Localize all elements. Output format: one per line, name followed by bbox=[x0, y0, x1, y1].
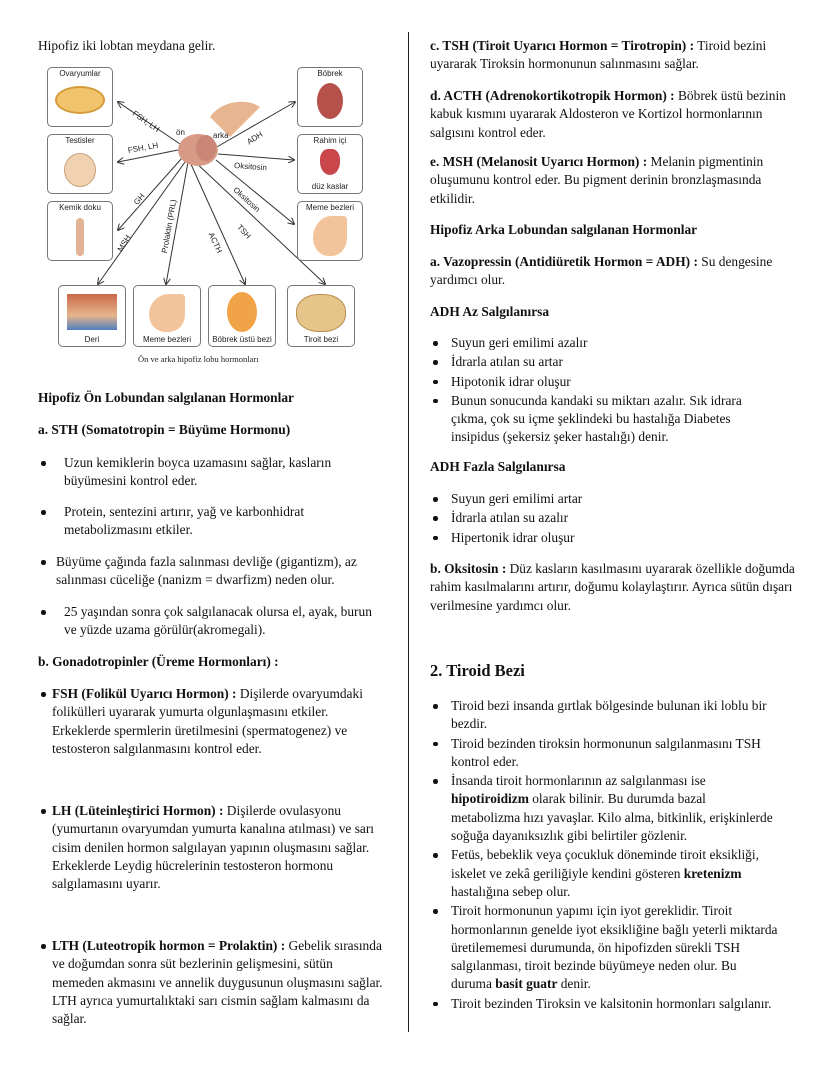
breast-image bbox=[313, 216, 347, 256]
thyroid-image bbox=[296, 294, 346, 332]
text: Tiroit hormonunun yapımı için iyot gereklidir. Tiroit hormonlarının genelde iyot eksikliğine bağlı yeterli miktarda üretilememesi durumunda, ön hipofizden sürekli TSH salgılanması, tiroit bezinde büyümeye neden olur. Bu duruma bbox=[451, 903, 778, 992]
lth-text: Gebelik sırasında ve doğumdan sonra süt bezlerinin gelişmesini, sütün memeden akmasını ve annelik duygusunun oluşmasını sağlar. LTH ayrıca yumurtalıktaki sarı cismin sağlam kalmasını da sağlar. bbox=[52, 938, 383, 1027]
oksitosin-title: b. Oksitosin : bbox=[430, 561, 507, 576]
list-item: Hipotonik idrar oluşur bbox=[430, 373, 775, 391]
box-meme-bezleri bbox=[297, 201, 363, 261]
box-label: Deri bbox=[84, 335, 100, 344]
box-label: Meme bezleri bbox=[305, 203, 354, 212]
tsh-paragraph bbox=[430, 37, 798, 74]
lth-item bbox=[38, 937, 383, 1028]
adh-az-heading: ADH Az Salgılanırsa bbox=[430, 304, 550, 319]
sth-list bbox=[38, 454, 368, 491]
box-sublabel: düz kaslar bbox=[311, 182, 349, 191]
adh-fazla-heading: ADH Fazla Salgılanırsa bbox=[430, 459, 566, 474]
arrow-label-adh: ADH bbox=[245, 129, 265, 147]
tiroid-heading: 2. Tiroid Bezi bbox=[430, 661, 525, 680]
uterus-image bbox=[320, 149, 340, 175]
box-rahim-ici bbox=[297, 134, 363, 194]
text: Fetüs, bebeklik veya çocukluk döneminde tiroit eksikliği, iskelet ve zekâ geriliğiyle kendini gösteren bbox=[451, 847, 759, 881]
sth-list bbox=[38, 503, 368, 540]
acth-title: d. ACTH (Adrenokortikotropik Hormon) : bbox=[430, 88, 675, 103]
list-item: Protein, sentezini artırır, yağ ve karbonhidrat metabolizmasını etkiler. bbox=[38, 503, 368, 540]
oksitosin-paragraph bbox=[430, 560, 798, 615]
lh-title: LH (Lüteinleştirici Hormon) : bbox=[52, 803, 224, 818]
tsh-text: Tiroid bezini uyararak Tiroksin hormonunun salınmasını sağlar. bbox=[430, 38, 767, 72]
list-item bbox=[430, 772, 778, 845]
box-bobrek-ustu-bezi bbox=[208, 285, 276, 347]
box-testisler bbox=[47, 134, 113, 194]
box-label: Kemik doku bbox=[59, 203, 101, 212]
term-kretenizm: kretenizm bbox=[683, 865, 742, 881]
gonadotropin-heading: b. Gonadotropinler (Üreme Hormonları) : bbox=[38, 654, 279, 669]
lth-title: LTH (Luteotropik hormon = Prolaktin) : bbox=[52, 938, 286, 953]
list-item: Tiroid bezinden tiroksin hormonunun salgılanmasını TSH kontrol eder. bbox=[430, 735, 778, 772]
fsh-title: FSH (Folikül Uyarıcı Hormon) : bbox=[52, 686, 237, 701]
acth-paragraph bbox=[430, 87, 798, 142]
lobe-label-on: ön bbox=[176, 128, 185, 137]
sth-list bbox=[38, 553, 378, 590]
box-meme-bezleri-bottom bbox=[133, 285, 201, 347]
list-item: İdrarla atılan su artar bbox=[430, 353, 775, 371]
list-item: 25 yaşından sonra çok salgılanacak olursa el, ayak, burun ve yüzde uzama görülür(akromegali). bbox=[38, 603, 378, 640]
acth-text: Böbrek üstü bezinin kabuk kısmını uyararak Aldosteron ve Kortizol hormonlarının salgısını kontrol eder. bbox=[430, 88, 786, 140]
arrow-label-tsh: TSH bbox=[235, 222, 253, 241]
term-basit-guatr: basit guatr bbox=[495, 976, 558, 992]
box-label: Meme bezleri bbox=[142, 335, 191, 344]
bone-image bbox=[76, 218, 84, 256]
intro-text: Hipofiz iki lobtan meydana gelir. bbox=[38, 38, 216, 53]
msh-paragraph bbox=[430, 153, 798, 208]
text: İnsanda tiroit hormonlarının az salgılanması ise bbox=[451, 773, 706, 789]
ovary-image bbox=[55, 86, 105, 114]
sth-list bbox=[38, 603, 378, 640]
list-item: Suyun geri emilimi artar bbox=[430, 490, 775, 508]
adh-fazla-list bbox=[430, 490, 775, 547]
pituitary-hormone-diagram bbox=[30, 62, 375, 372]
fsh-text: Dişilerde ovaryumdaki folikülleri uyararak yumurta olgunlaşmasını etkiler. Erkeklerde spermlerin üretilmesini (spermatogenez) ve testosteron salgılanmasını kontrol eder. bbox=[52, 686, 363, 756]
box-label: Ovaryumlar bbox=[59, 69, 101, 78]
list-item: Uzun kemiklerin boyca uzamasını sağlar, kasların büyümesini kontrol eder. bbox=[38, 454, 368, 491]
tiroid-list bbox=[430, 697, 778, 1013]
fsh-item bbox=[38, 685, 383, 758]
arrow-acth bbox=[190, 162, 245, 284]
list-item: Suyun geri emilimi azalır bbox=[430, 334, 775, 352]
oksitosin-text: Düz kasların kasılmasını uyararak özellikle doğumda rahim kasılmalarını artırır, doğumu kolaylaştırır. Ayrıca sütün dışarı verilmesine yardımcı olur. bbox=[430, 561, 795, 613]
text: denir. bbox=[557, 976, 591, 992]
adh-az-list bbox=[430, 334, 775, 447]
list-item bbox=[430, 846, 778, 901]
on-lob-heading: Hipofiz Ön Lobundan salgılanan Hormonlar bbox=[38, 390, 294, 405]
column-divider bbox=[408, 32, 409, 1032]
lh-item bbox=[38, 802, 383, 893]
sth-heading: a. STH (Somatotropin = Büyüme Hormonu) bbox=[38, 422, 291, 437]
box-deri bbox=[58, 285, 126, 347]
breast-image bbox=[149, 294, 185, 332]
list-item: Tiroit bezinden Tiroksin ve kalsitonin hormonları salgılanır. bbox=[430, 995, 778, 1013]
vazopressin-paragraph bbox=[430, 253, 798, 290]
list-item: İdrarla atılan su azalır bbox=[430, 509, 775, 527]
list-item: Hipertonik idrar oluşur bbox=[430, 529, 775, 547]
box-label: Testisler bbox=[65, 136, 95, 145]
kidney-image bbox=[317, 83, 343, 119]
arrow-label-acth: ACTH bbox=[206, 230, 224, 255]
adrenal-image bbox=[227, 292, 257, 332]
lobe-label-arka: arka bbox=[213, 131, 229, 140]
arrow-label-oksitosin: Oksitosin bbox=[233, 161, 268, 173]
list-item: Tiroid bezi insanda gırtlak bölgesinde bulunan iki loblu bir bezdir. bbox=[430, 697, 778, 734]
list-item: Büyüme çağında fazla salınması devliğe (gigantizm), az salınması cüceliğe (nanizm = dwarfizm) neden olur. bbox=[38, 553, 378, 590]
arrow-label-fsh-lh: FSH, LH bbox=[130, 108, 162, 134]
arka-lob-heading: Hipofiz Arka Lobundan salgılanan Hormonlar bbox=[430, 222, 698, 237]
msh-title: e. MSH (Melanosit Uyarıcı Hormon) : bbox=[430, 154, 648, 169]
box-label: Böbrek üstü bezi bbox=[212, 335, 272, 344]
msh-text: Melanin pigmentinin oluşumunu kontrol eder. Bu pigment derinin bronzlaşmasında etkilidir. bbox=[430, 154, 764, 206]
arrow-label-prolaktin: Prolaktin (PRL) bbox=[159, 198, 179, 254]
vazopressin-text: Su dengesine yardımcı olur. bbox=[430, 254, 773, 288]
box-label: Rahim içi bbox=[313, 136, 347, 145]
box-label: Böbrek bbox=[317, 69, 343, 78]
lh-text: Dişilerde ovulasyonu (yumurtanın ovaryumdan yumurta kanalına atılması) ve sarı cisim denilen hormon salgılayan yapının oluşmasını sağlar. Erkeklerde Leydig hücrelerinin testosteron hormonu salgılamasını uyarır. bbox=[52, 803, 375, 892]
text: hastalığına sebep olur. bbox=[451, 883, 571, 899]
box-bobrek bbox=[297, 67, 363, 127]
list-item bbox=[430, 902, 778, 993]
box-kemik-doku bbox=[47, 201, 113, 261]
arrow-label-msh: MSH bbox=[115, 233, 133, 254]
tsh-title: c. TSH (Tiroit Uyarıcı Hormon = Tirotropin) : bbox=[430, 38, 695, 53]
arrow-label-fsh-lh: FSH, LH bbox=[127, 140, 159, 155]
arrow-label-gh: GH bbox=[132, 191, 147, 207]
testis-image bbox=[64, 153, 96, 187]
arrow-label-oksitosin: Oksitosin bbox=[231, 185, 262, 215]
box-tiroit-bezi bbox=[287, 285, 355, 347]
text: olarak bilinir. Bu durumda bazal metabolizma hızı yavaşlar. Kilo alma, bitkinlik, erişkinlerde soğuğa dayanıksızlık gibi belirtiler gözlenir. bbox=[451, 791, 773, 844]
vazopressin-title: a. Vazopressin (Antidiüretik Hormon = ADH) : bbox=[430, 254, 698, 269]
diagram-caption: Ön ve arka hipofiz lobu hormonları bbox=[138, 354, 259, 364]
term-hipotiroidizm: hipotiroidizm bbox=[451, 791, 529, 807]
box-label: Tiroit bezi bbox=[303, 335, 339, 344]
skin-image bbox=[67, 294, 117, 330]
box-ovaryumlar bbox=[47, 67, 113, 127]
list-item: Bunun sonucunda kandaki su miktarı azalır. Sık idrara çıkma, çok su içme şeklindeki bu hastalığa Diabetes insipidus (şekersiz şeker hastalığı) denir. bbox=[430, 392, 775, 447]
